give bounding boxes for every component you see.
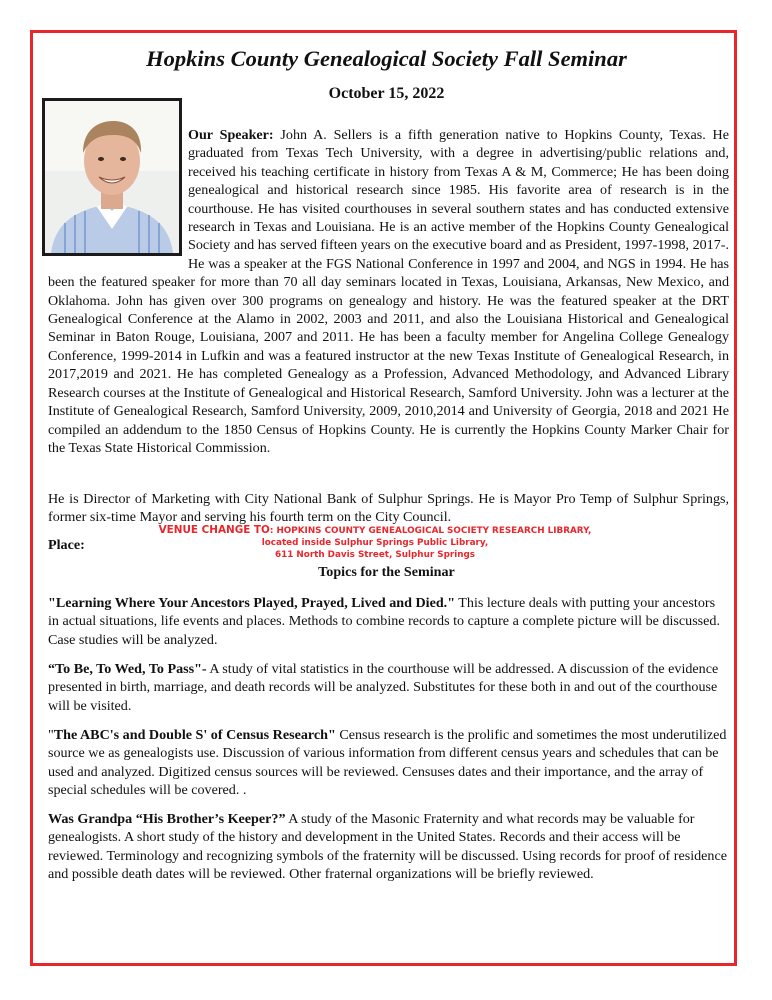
- venue-line-1: [120, 525, 630, 538]
- topic-title-quote: ": [48, 727, 54, 743]
- topic-title: The ABC's and Double S' of Census Research": [53, 727, 336, 743]
- venue-change-label: VENUE CHANGE TO: [158, 524, 270, 536]
- venue-address: 611 North Davis Street, Sulphur Springs: [274, 549, 476, 560]
- speaker-bio: [48, 126, 729, 457]
- venue-notice: [120, 525, 630, 561]
- venue-name: : HOPKINS COUNTY GENEALOGICAL SOCIETY RESEARCH LIBRARY,: [269, 526, 592, 536]
- place-label: Place:: [48, 537, 85, 553]
- photo-wrap-spacer: [48, 126, 188, 270]
- page-title: Hopkins County Genealogical Society Fall Seminar: [146, 46, 627, 71]
- speaker-bio-employment: He is Director of Marketing with City National Bank of Sulphur Springs. He is Mayor Pro Temp of Sulphur Springs, former six-time Mayor and serving his fourth term on the City Council.: [48, 491, 729, 526]
- topic-title: “To Be, To Wed, To Pass"-: [48, 661, 207, 677]
- topic-body: This lecture deals with putting your ancestors in actual situations, life events and places. Methods to combine records to capture a complete picture will be discussed. Case studies will be analyzed.: [48, 595, 720, 648]
- topic-body: Census research is the prolific and sometimes the most underutilized source we as genealogists use. Discussion of various information from different census years and schedules that can be used and analyzed. Digitized census sources will be reviewed. Censuses dates and their importance, and the array of special schedules will be covered. .: [48, 727, 727, 799]
- event-date: October 15, 2022: [328, 85, 445, 102]
- topic-item: [48, 594, 729, 649]
- topic-item: [48, 810, 729, 884]
- topic-title: "Learning Where Your Ancestors Played, Prayed, Lived and Died.": [48, 595, 456, 611]
- topic-title: Was Grandpa “His Brother’s Keeper?”: [48, 811, 286, 827]
- topic-body: A study of vital statistics in the courthouse will be addressed. A discussion of the evidence presented in birth, marriage, and death records will be analyzed. Substitutes for these both in and out of the courthouse will be visited.: [48, 661, 719, 714]
- venue-line-2: located inside Sulphur Springs Public Library,: [261, 537, 489, 548]
- topic-item: [48, 660, 729, 715]
- speaker-label: Our Speaker:: [188, 127, 274, 143]
- speaker-bio-text: John A. Sellers is a fifth generation native to Hopkins County, Texas. He graduated from Texas Tech University, with a degree in advertising/public relations and, received his teaching certificate in history from Texas A & M, Commerce; He has been doing genealogical and historical research since 1985. His favorite area of research is in the courthouse. He has visited courthouses in several southern states and has conducted extensive research in Texas and Louisiana. He is an active member of the Hopkins County Genealogical Society and has served fifteen years on the executive board and as President, 1997-1998, 2017-. He was a speaker at the FGS National Conference in 1997 and 2004, and NGS in 1994. He has been the featured speaker for more than 70 all day seminars located in Texas, Louisiana, Arkansas, New Mexico, and Oklahoma. John has given over 300 programs on genealogy and history. He was the featured speaker at the DRT Genealogical Conference at the Alamo in 2002, 2003 and 2011, and also the Louisiana Historical and Genealogical Seminar in Baton Rouge, Louisiana, 2007 and 2011. He has been a faculty member for Angelina College Genealogy Conference, 1999-2014 in Lufkin and was a featured instructor at the new Texas Institute of Genealogical Research, in 2017,2019 and 2021. He has completed Genealogy as a Profession, Advanced Methodology, and Advanced Library Research courses at the Institute of Genealogical and Historical Research, Samford University. John was a lecturer at the Institute of Genealogical Research, Samford University, 2009, 2010,2014 and University of Georgia, 2018 and 2021 He compiled an addendum to the 1850 Census of Hopkins County. He is currently the Hopkins County Marker Chair for the Texas State Historical Commission.: [48, 127, 729, 456]
- topic-body: A study of the Masonic Fraternity and what records may be valuable for genealogists. A short study of the history and development in the United States. Records and their access will be reviewed. Terminology and recognizing symbols of the fraternity will be discussed. Using records for proof of residence and possible death dates will be reviewed. Other fraternal organizations will be briefly reviewed.: [48, 811, 727, 883]
- topic-item: [48, 726, 729, 800]
- topics-heading: Topics for the Seminar: [318, 564, 455, 580]
